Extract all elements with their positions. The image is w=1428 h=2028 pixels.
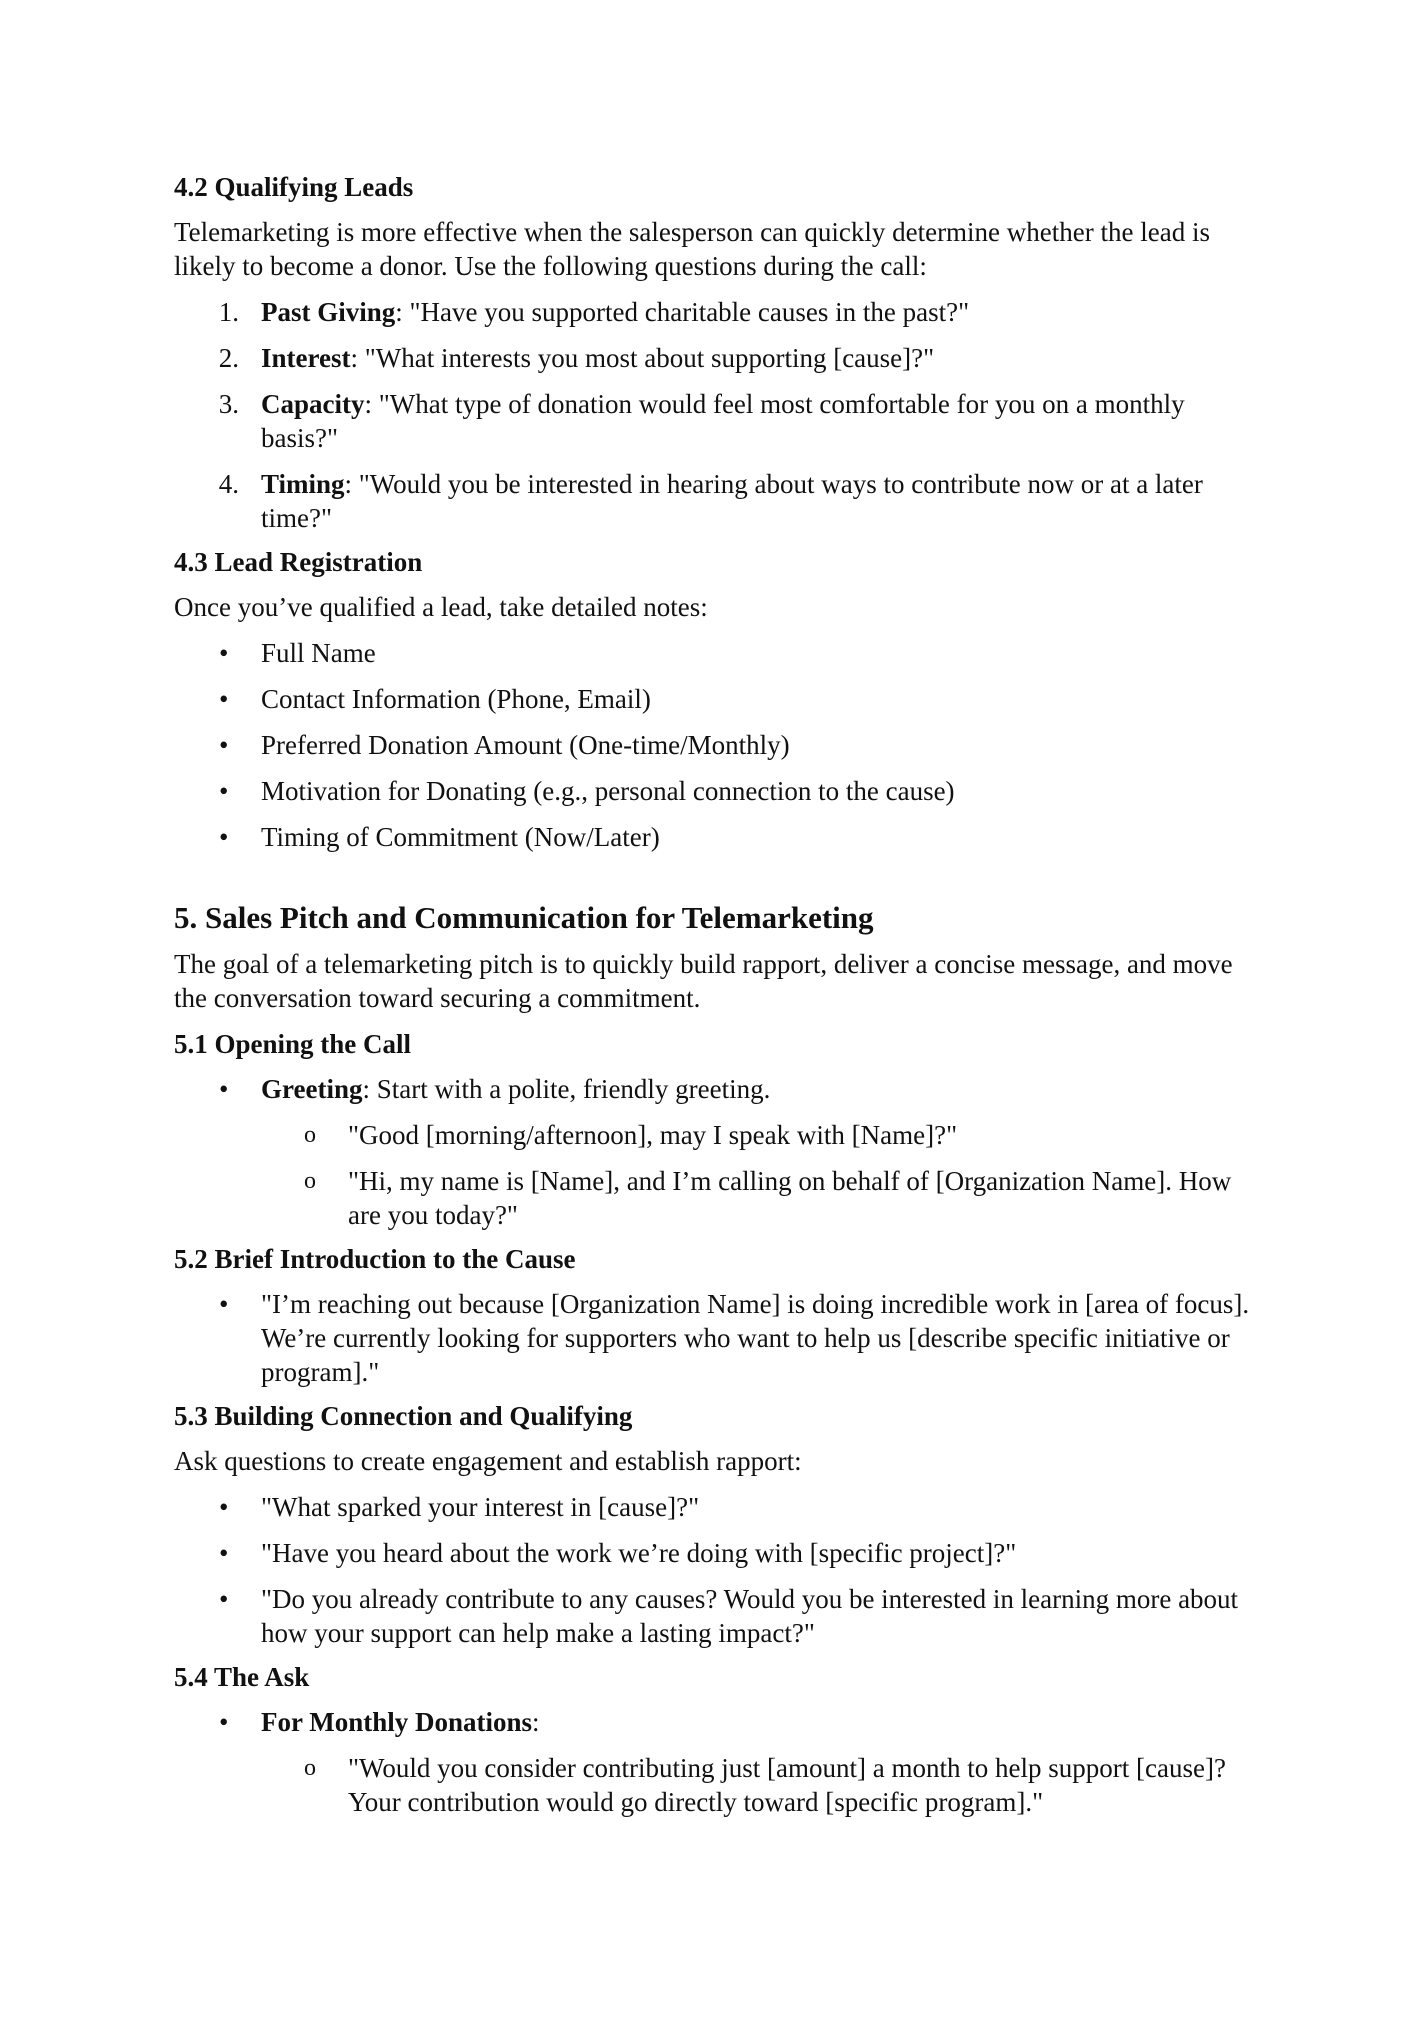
list-number: 2. <box>218 343 239 373</box>
list-number: 1. <box>218 297 239 327</box>
list-text: "Do you already contribute to any causes? Would you be interested in learning more about how your support can help make a lasting impact?" <box>261 1584 1239 1648</box>
bullet-marker: • <box>219 822 229 852</box>
sub-bullet-marker: o <box>304 1755 316 1781</box>
heading-5-2: 5.2 Brief Introduction to the Cause <box>174 1244 576 1274</box>
list-text: : "Have you supported charitable causes in the past?" <box>395 297 970 327</box>
list-item <box>174 728 1264 762</box>
list-text: "Would you consider contributing just [amount] a month to help support [cause]? Your contribution would go directly toward [specific program]." <box>348 1753 1226 1817</box>
list-item <box>174 467 1264 535</box>
list-number: 3. <box>218 389 239 419</box>
list-item <box>174 1705 1264 1739</box>
bullet-marker: • <box>219 1492 229 1522</box>
sub-list-item <box>174 1164 1264 1232</box>
lead-notes-list <box>174 636 1264 854</box>
ask-list <box>174 1705 1264 1819</box>
list-item <box>174 295 1264 329</box>
list-item <box>174 387 1264 455</box>
bullet-marker: • <box>219 1584 229 1614</box>
list-text: : "What interests you most about supporting [cause]?" <box>350 343 935 373</box>
list-item <box>174 774 1264 808</box>
list-item <box>174 1072 1264 1106</box>
list-text: "Good [morning/afternoon], may I speak with [Name]?" <box>348 1120 958 1150</box>
sub-bullet-marker: o <box>304 1122 316 1148</box>
list-term: Greeting <box>261 1074 363 1104</box>
list-text: Timing of Commitment (Now/Later) <box>261 822 660 852</box>
paragraph-4-3-intro: Once you’ve qualified a lead, take detailed notes: <box>174 592 708 622</box>
bullet-marker: • <box>219 1538 229 1568</box>
list-text: : Start with a polite, friendly greeting. <box>362 1074 771 1104</box>
qualifying-questions-list <box>174 295 1264 535</box>
bullet-marker: • <box>219 1707 229 1737</box>
bullet-marker: • <box>219 1074 229 1104</box>
list-item <box>174 1490 1264 1524</box>
sub-bullet-marker: o <box>304 1168 316 1194</box>
list-item <box>174 682 1264 716</box>
bullet-marker: • <box>219 730 229 760</box>
list-term: Timing <box>261 469 345 499</box>
list-term: Past Giving <box>261 297 396 327</box>
list-text: : <box>532 1707 540 1737</box>
list-item <box>174 1536 1264 1570</box>
heading-5-1: 5.1 Opening the Call <box>174 1029 412 1059</box>
list-text: "What sparked your interest in [cause]?" <box>261 1492 700 1522</box>
connection-questions-list <box>174 1490 1264 1650</box>
list-item <box>174 820 1264 854</box>
bullet-marker: • <box>219 1289 229 1319</box>
heading-4-2: 4.2 Qualifying Leads <box>174 172 414 202</box>
list-text: "Hi, my name is [Name], and I’m calling on behalf of [Organization Name]. How are you today?" <box>348 1166 1232 1230</box>
list-term: Capacity <box>261 389 365 419</box>
bullet-marker: • <box>219 638 229 668</box>
list-text: Preferred Donation Amount (One-time/Monthly) <box>261 730 790 760</box>
paragraph-5-3-intro: Ask questions to create engagement and establish rapport: <box>174 1446 802 1476</box>
list-text: Full Name <box>261 638 376 668</box>
bullet-marker: • <box>219 776 229 806</box>
list-item <box>174 1582 1264 1650</box>
sub-list-item <box>174 1118 1264 1152</box>
paragraph-5-intro: The goal of a telemarketing pitch is to quickly build rapport, deliver a concise message, and move the conversation toward securing a commitment. <box>174 949 1233 1013</box>
cause-intro-list <box>174 1287 1264 1389</box>
heading-5-3: 5.3 Building Connection and Qualifying <box>174 1401 633 1431</box>
document-page <box>174 170 1264 1831</box>
heading-4-3: 4.3 Lead Registration <box>174 547 423 577</box>
list-term: Interest <box>261 343 351 373</box>
list-text: : "Would you be interested in hearing about ways to contribute now or at a later time?" <box>261 469 1203 533</box>
list-term: For Monthly Donations <box>261 1707 533 1737</box>
list-text: "I’m reaching out because [Organization Name] is doing incredible work in [area of focus]. We’re currently looking for supporters who want to help us [describe specific initiative or program]." <box>261 1289 1250 1387</box>
bullet-marker: • <box>219 684 229 714</box>
paragraph-4-2-intro: Telemarketing is more effective when the salesperson can quickly determine whether the lead is likely to become a donor. Use the following questions during the call: <box>174 217 1210 281</box>
list-text: : "What type of donation would feel most comfortable for you on a monthly basis?" <box>261 389 1185 453</box>
heading-5-4: 5.4 The Ask <box>174 1662 310 1692</box>
opening-call-list <box>174 1072 1264 1232</box>
heading-5: 5. Sales Pitch and Communication for Telemarketing <box>174 900 874 935</box>
list-item <box>174 341 1264 375</box>
list-text: Contact Information (Phone, Email) <box>261 684 651 714</box>
list-text: Motivation for Donating (e.g., personal connection to the cause) <box>261 776 955 806</box>
sub-list-item <box>174 1751 1264 1819</box>
list-item <box>174 1287 1264 1389</box>
list-text: "Have you heard about the work we’re doing with [specific project]?" <box>261 1538 1017 1568</box>
list-number: 4. <box>218 469 239 499</box>
list-item <box>174 636 1264 670</box>
